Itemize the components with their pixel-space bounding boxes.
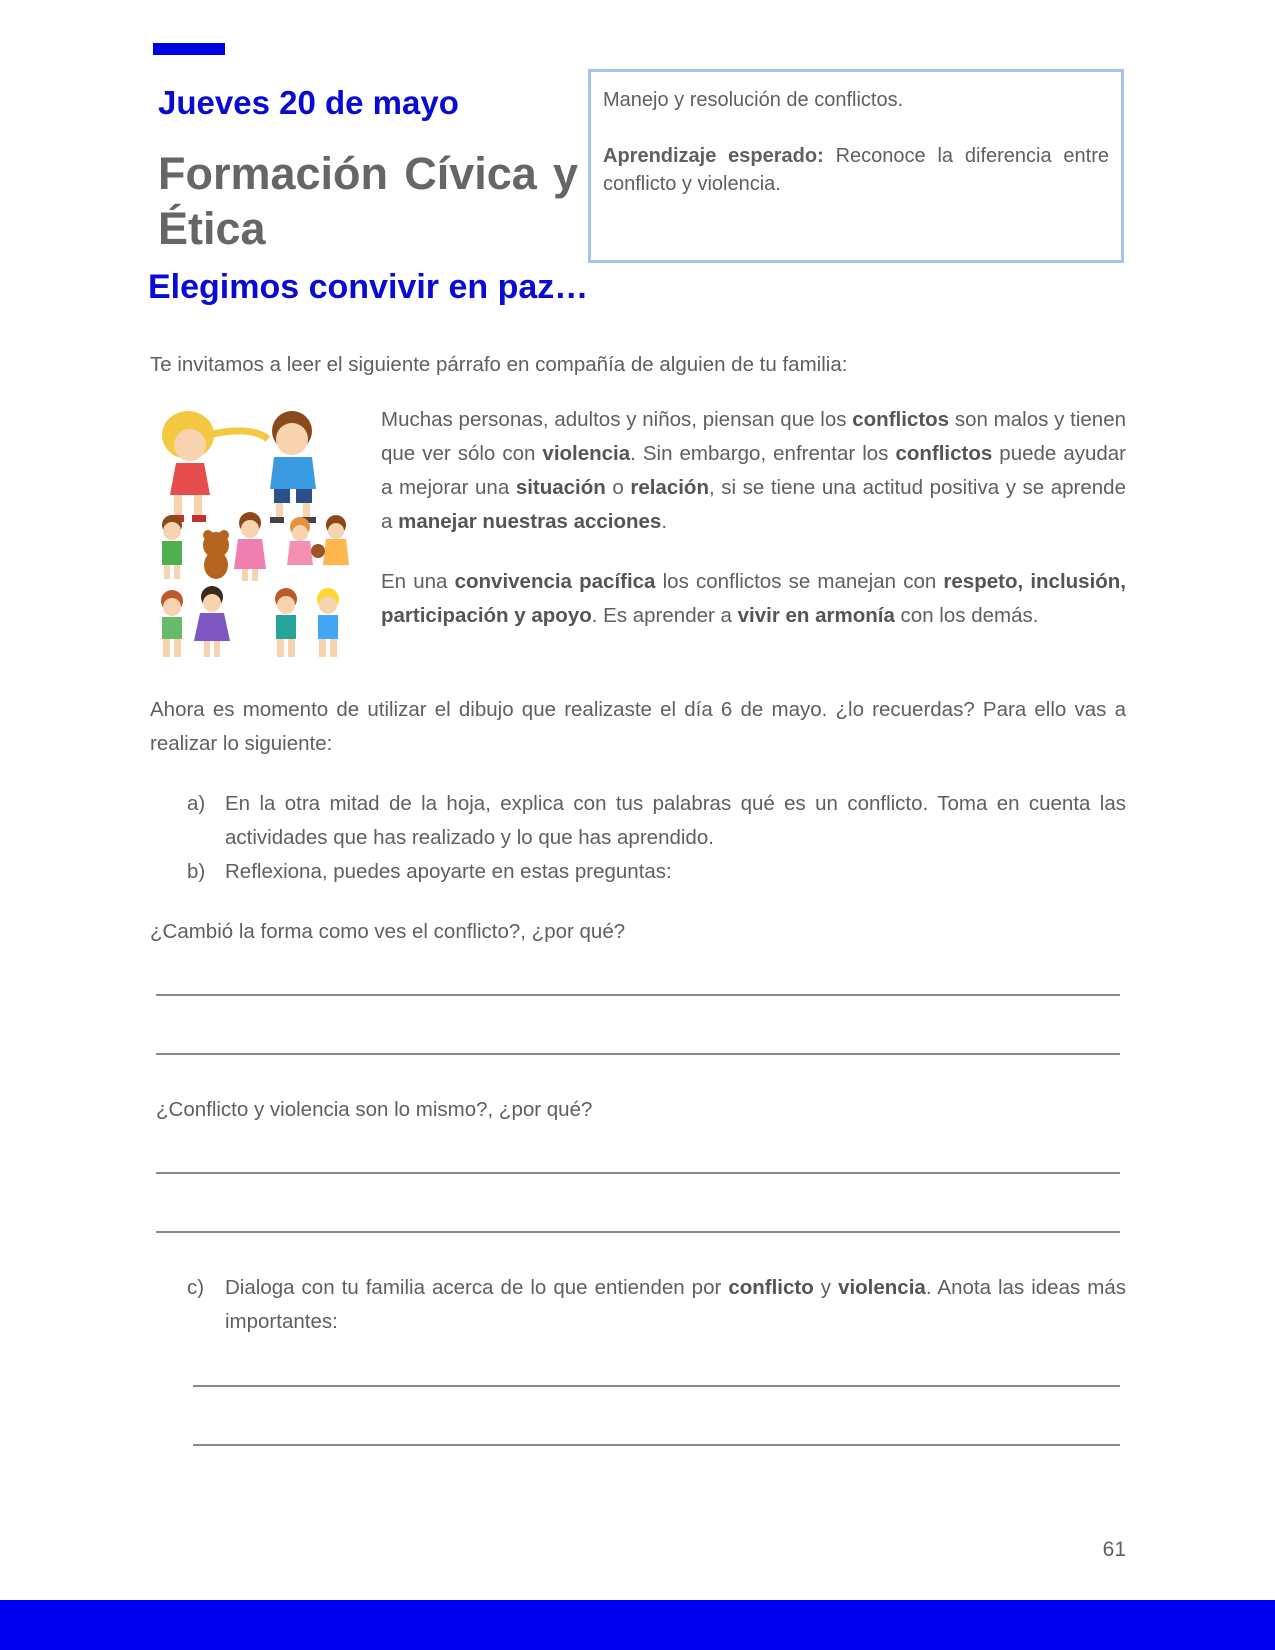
answer-line[interactable] <box>156 1231 1120 1233</box>
answer-line[interactable] <box>193 1385 1120 1387</box>
list-marker-c: c) <box>187 1276 205 1299</box>
answer-line[interactable] <box>156 994 1120 996</box>
question-1: ¿Cambió la forma como ves el conflicto?, ¿por qué? <box>150 920 626 943</box>
paragraph-conflicts: Muchas personas, adultos y niños, piensan que los conflictos son malos y tienen que ver sólo con violencia. Sin embargo, enfrentar los conflictos puede ayudar a mejorar una situación o relación, si se tiene una actitud positiva y se aprende a manejar nuestras acciones. <box>381 408 1127 533</box>
paragraph-drawing-instructions: Ahora es momento de utilizar el dibujo que realizaste el día 6 de mayo. ¿lo recuerdas? Para ello vas a realizar lo siguiente: <box>150 698 1126 755</box>
paragraph-peaceful-coexistence: En una convivencia pacífica los conflictos se manejan con respeto, inclusión, participación y apoyo. Es aprender a vivir en armonía con los demás. <box>381 570 1126 627</box>
answer-line[interactable] <box>156 1053 1120 1055</box>
children-conflict-illustration <box>150 405 360 667</box>
topic-text: Manejo y resolución de conflictos. <box>603 89 904 111</box>
boy-pulling-figure <box>270 411 316 523</box>
girl-pulling-hair-figure <box>162 411 268 522</box>
expected-learning-label: Aprendizaje esperado: <box>603 145 824 167</box>
expected-learning-text: Reconoce la diferencia entre conflicto y violencia. <box>603 145 1109 195</box>
footer-bar <box>0 1600 1275 1650</box>
header-accent-bar <box>153 43 225 55</box>
children-arguing-bottom-right-figure <box>275 588 339 657</box>
answer-line[interactable] <box>193 1444 1120 1446</box>
list-marker-b: b) <box>187 860 206 883</box>
children-sharing-toy-figure <box>287 515 349 565</box>
intro-paragraph: Te invitamos a leer el siguiente párrafo en compañía de alguien de tu familia: <box>150 353 848 376</box>
page-number: 61 <box>1102 1538 1126 1561</box>
section-title: Elegimos convivir en paz… <box>148 268 589 306</box>
list-item-c: Dialoga con tu familia acerca de lo que entienden por conflicto y violencia. Anota las ideas más importantes: <box>225 1276 1126 1333</box>
list-item-b: Reflexiona, puedes apoyarte en estas preguntas: <box>225 860 672 883</box>
answer-line[interactable] <box>156 1172 1120 1174</box>
lesson-date: Jueves 20 de mayo <box>158 84 459 121</box>
learning-info-box <box>588 69 1124 263</box>
list-marker-a: a) <box>187 792 206 815</box>
children-group-bottom-left-figure <box>161 586 230 657</box>
expected-learning <box>603 142 1109 198</box>
question-2: ¿Conflicto y violencia son lo mismo?, ¿por qué? <box>156 1098 593 1121</box>
subject-title: Formación Cívica y Ética <box>158 148 578 254</box>
children-with-teddy-bear-figure <box>162 512 266 581</box>
list-item-a: En la otra mitad de la hoja, explica con tus palabras qué es un conflicto. Toma en cuenta las actividades que has realizado y lo que has aprendido. <box>225 792 1126 849</box>
